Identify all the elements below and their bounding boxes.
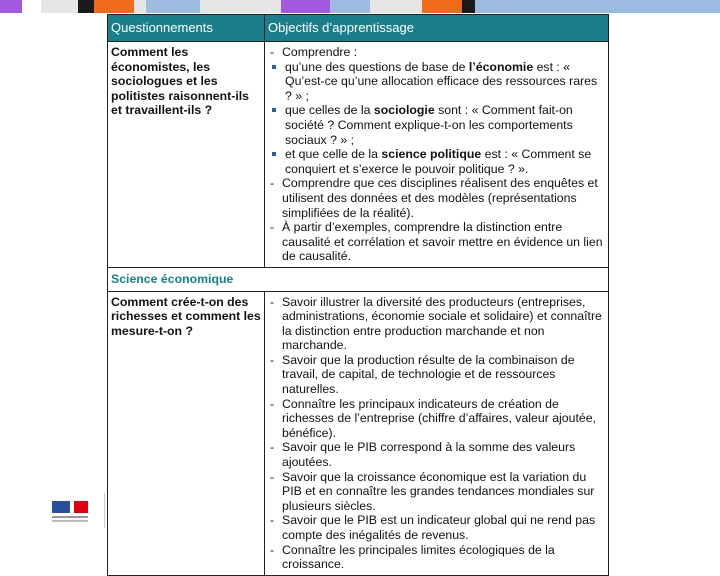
objective-item bbox=[268, 45, 605, 60]
objective-item bbox=[268, 397, 605, 441]
curriculum-table bbox=[107, 14, 609, 576]
objective-text-pre: À partir d’exemples, comprendre la distinction entre causalité et corrélation et savoir mettre en évidence un lien de causalité. bbox=[282, 220, 603, 264]
objective-text-pre: Savoir illustrer la diversité des producteurs (entreprises, administrations, économie sociale et solidaire) et connaître la distinction entre production marchande et non marchande. bbox=[282, 294, 602, 353]
objective-item bbox=[268, 513, 605, 542]
objective-text-post: sont : « Comment fait-on société ? Comment explique-t-on les comportements sociaux ? » ; bbox=[285, 103, 573, 147]
republique-francaise-logo bbox=[44, 493, 105, 528]
objective-item bbox=[268, 103, 605, 147]
objective-item bbox=[268, 220, 605, 264]
objective-item bbox=[268, 543, 605, 572]
header-questionnements: Questionnements bbox=[108, 15, 265, 42]
objective-text-pre: qu’une des questions de base de bbox=[285, 59, 469, 74]
question-cell: Comment les économistes, les sociologues et les politistes raisonnent-ils et travaillent-ils ? bbox=[108, 42, 265, 268]
objective-text-pre: Savoir que la croissance économique est la variation du PIB et en connaître les grandes tendances mondiales sur plusieurs siècles. bbox=[282, 469, 595, 513]
objective-item bbox=[268, 353, 605, 397]
table-row bbox=[108, 42, 609, 268]
objective-text-post: est : « Comment se conquiert et s’exerce le pouvoir politique ? ». bbox=[285, 147, 592, 176]
objective-text-pre: Savoir que la production résulte de la combinaison de travail, de capital, de technologie et de ressources naturelles. bbox=[282, 352, 575, 397]
objective-text-pre: Comprendre que ces disciplines réalisent des enquêtes et utilisent des données et des modèles (représentations simplifiées de la réalité). bbox=[282, 176, 598, 220]
objective-text-bold: l’économie bbox=[468, 59, 534, 74]
objectives-cell bbox=[265, 42, 609, 268]
objective-text-pre: Savoir que le PIB est un indicateur global qui ne rend pas compte des inégalités de revenus. bbox=[282, 513, 596, 542]
objective-text-pre: Connaître les principales limites écologiques de la croissance. bbox=[282, 542, 555, 572]
objective-text-bold: science politique bbox=[381, 147, 482, 162]
objective-text-post: est : « Qu’est-ce qu’une allocation efficace des ressources rares ? » ; bbox=[285, 59, 598, 103]
objectives-cell bbox=[265, 291, 609, 575]
objective-item bbox=[268, 176, 605, 220]
objective-text-pre: Connaître les principaux indicateurs de création de richesses de l’entreprise (chiffre d’affaires, valeur ajoutée, bénéfice). bbox=[282, 396, 596, 440]
section-title: Science économique bbox=[108, 267, 609, 291]
objective-item bbox=[268, 440, 605, 469]
section-row bbox=[108, 267, 609, 291]
objective-text-pre: Comprendre : bbox=[282, 45, 358, 59]
objective-item bbox=[268, 470, 605, 514]
objective-text-pre: Savoir que le PIB correspond à la somme des valeurs ajoutées. bbox=[282, 440, 576, 470]
question-cell: Comment crée-t-on des richesses et comment les mesure-t-on ? bbox=[108, 291, 265, 575]
objective-item bbox=[268, 147, 605, 176]
objective-item bbox=[268, 295, 605, 353]
header-objectifs: Objectifs d’apprentissage bbox=[265, 15, 609, 42]
objective-text-bold: sociologie bbox=[373, 103, 435, 118]
objective-text-pre: que celles de la bbox=[285, 103, 374, 118]
table-row bbox=[108, 291, 609, 575]
objective-item bbox=[268, 60, 605, 104]
table-header bbox=[108, 15, 609, 42]
objective-text-pre: et que celle de la bbox=[285, 147, 382, 162]
